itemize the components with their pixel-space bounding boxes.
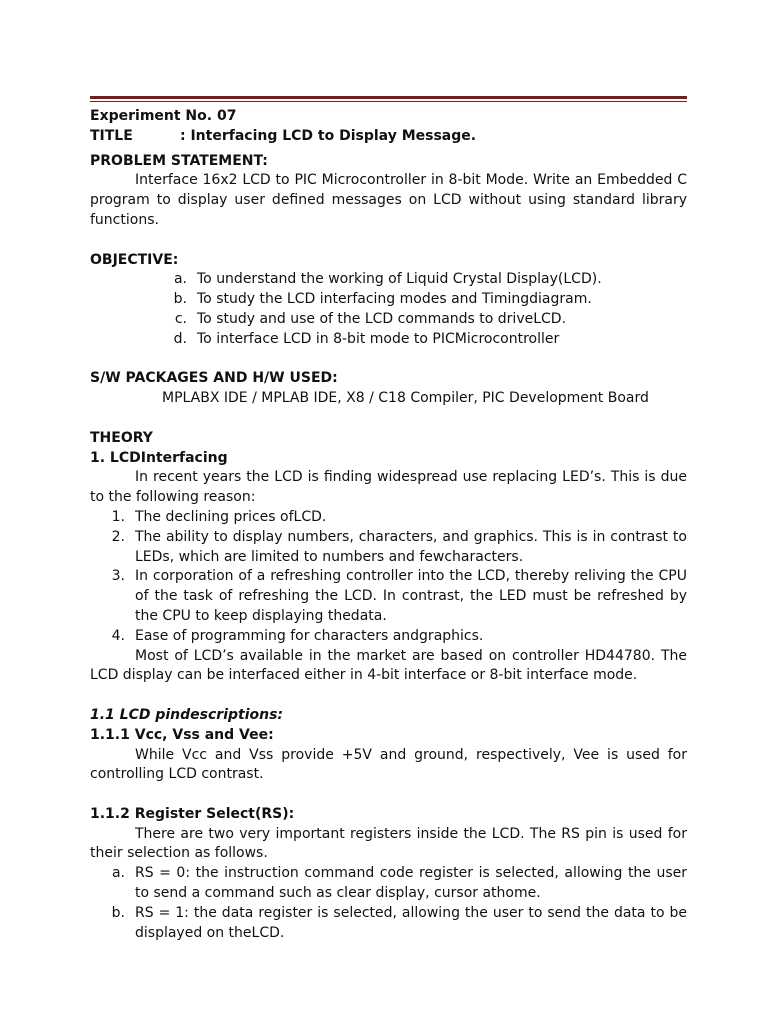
list-item: 3. In corporation of a refreshing controller into the LCD, thereby reliving the CPU of the task of refreshing the LCD. In contrast, the LED must be refreshed by the CPU to keep displaying thedata. <box>111 568 687 624</box>
list-item: d. To interface LCD in 8-bit mode to PICMicrocontroller <box>173 330 560 347</box>
list-item: 1. The declining prices ofLCD. <box>111 508 327 525</box>
list-item: b. RS = 1: the data register is selected, allowing the user to send the data to be displayed on theLCD. <box>111 904 687 941</box>
objective-heading: OBJECTIVE: <box>90 251 179 268</box>
vcc-text: While Vcc and Vss provide +5V and ground, respectively, Vee is used for controlling LCD contrast. <box>90 746 687 783</box>
title-row <box>90 127 687 147</box>
list-item: 2. The ability to display numbers, characters, and graphics. This is in contrast to LEDs, which are limited to numbers and fewcharacters. <box>111 528 687 565</box>
rs-text: There are two very important registers inside the LCD. The RS pin is used for their selection as follows. <box>90 825 687 862</box>
packages-text: MPLABX IDE / MPLAB IDE, X8 / C18 Compiler, PIC Development Board <box>162 390 649 407</box>
title-value: : Interfacing LCD to Display Message. <box>180 127 477 144</box>
problem-heading: PROBLEM STATEMENT: <box>90 152 268 169</box>
header-rule <box>90 96 687 99</box>
theory-intro: In recent years the LCD is finding widespread use replacing LED’s. This is due to the following reason: <box>90 469 687 506</box>
list-item: a. To understand the working of Liquid Crystal Display(LCD). <box>173 271 602 288</box>
header-rule-thin <box>90 101 687 102</box>
theory-subheading: 1. LCDInterfacing <box>90 449 228 466</box>
list-item: c. To study and use of the LCD commands to driveLCD. <box>174 310 567 327</box>
list-item: b. To study the LCD interfacing modes and Timingdiagram. <box>173 291 592 308</box>
packages-heading: S/W PACKAGES AND H/W USED: <box>90 370 338 387</box>
reasons-list <box>90 508 687 647</box>
list-item: a. RS = 0: the instruction command code register is selected, allowing the user to send a command such as clear display, cursor athome. <box>111 865 687 902</box>
rs-list <box>90 864 687 943</box>
rs-heading: 1.1.2 Register Select(RS): <box>90 805 295 822</box>
title-label: TITLE <box>90 127 133 144</box>
vcc-heading: 1.1.1 Vcc, Vss and Vee: <box>90 726 274 743</box>
theory-outro: Most of LCD’s available in the market are based on controller HD44780. The LCD display can be interfaced either in 4-bit interface or 8-bit interface mode. <box>90 647 687 684</box>
problem-text: Interface 16x2 LCD to PIC Microcontroller in 8-bit Mode. Write an Embedded C program to display user defined messages on LCD without using standard library functions. <box>90 172 687 228</box>
theory-heading: THEORY <box>90 429 153 446</box>
list-item: 4. Ease of programming for characters andgraphics. <box>111 627 484 644</box>
experiment-number: Experiment No. 07 <box>90 108 237 124</box>
document-page <box>90 96 687 943</box>
pins-heading: 1.1 LCD pindescriptions: <box>90 706 284 723</box>
objective-list <box>90 270 687 349</box>
